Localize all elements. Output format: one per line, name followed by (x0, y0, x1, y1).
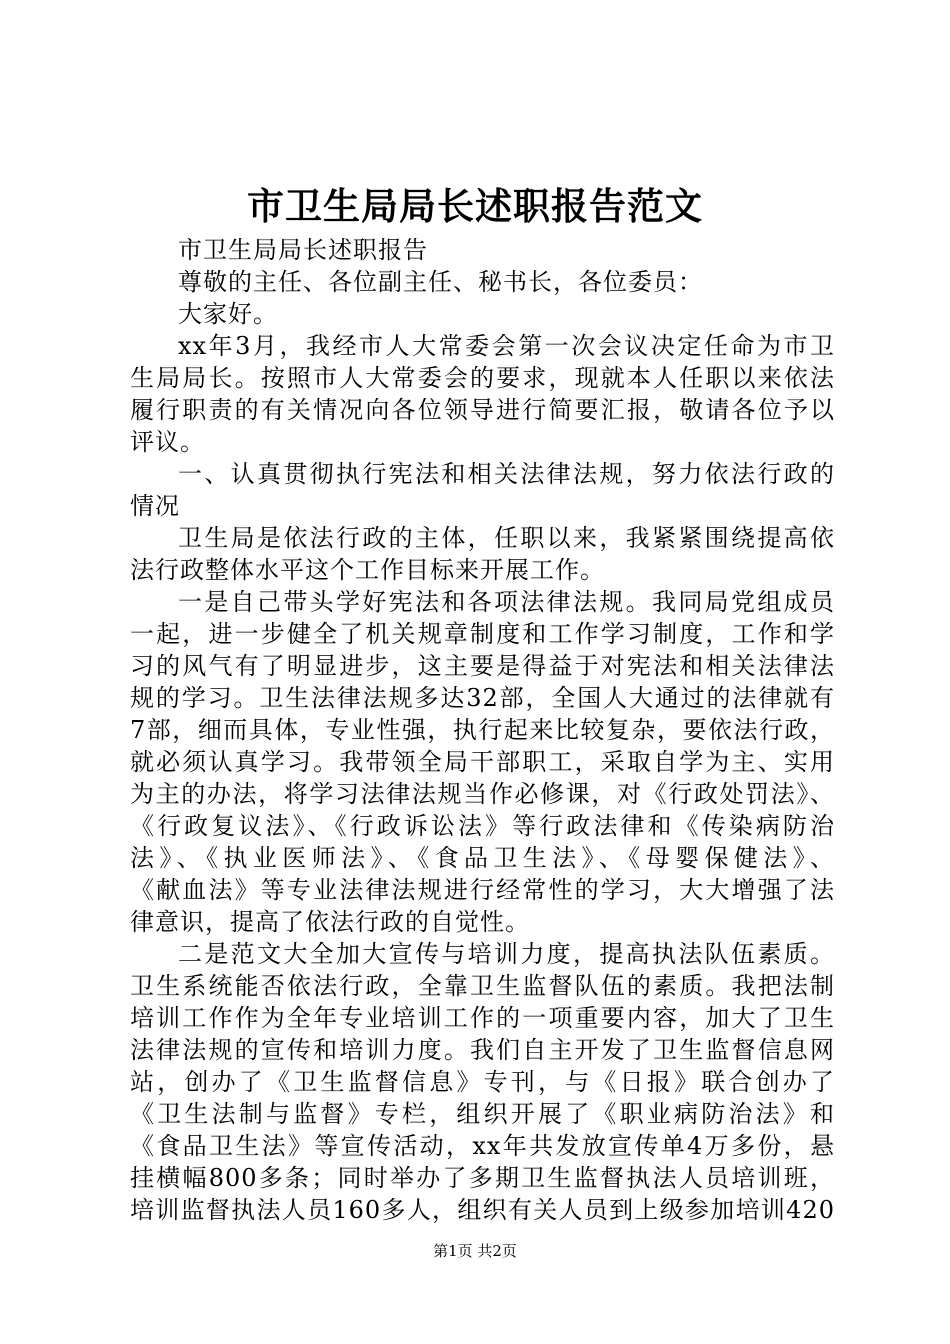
body-line: 评议。 (130, 428, 205, 456)
body-line: 为主的办法，将学习法律法规当作必修课，对《行政处罚法》、 (130, 780, 835, 808)
body-line: 法》、《执业医师法》、《食品卫生法》、《母婴保健法》、 (130, 844, 835, 872)
body-line: 法行政整体水平这个工作目标来开展工作。 (130, 556, 605, 584)
body-line: 二是范文大全加大宣传与培训力度，提高执法队伍素质。 (178, 940, 835, 968)
body-line: 卫生局是依法行政的主体，任职以来，我紧紧围绕提高依 (178, 524, 835, 552)
body-line: 《食品卫生法》等宣传活动，xx年共发放宣传单4万多份，悬 (130, 1132, 835, 1160)
page-footer: 第1页 共2页 (433, 1242, 517, 1260)
body-line: 卫生系统能否依法行政，全靠卫生监督队伍的素质。我把法制 (130, 972, 835, 1000)
body-line: 7部，细而具体，专业性强，执行起来比较复杂，要依法行政， (130, 716, 835, 744)
body-line: 尊敬的主任、各位副主任、秘书长，各位委员： (178, 268, 703, 296)
body-line: 《献血法》等专业法律法规进行经常性的学习，大大增强了法 (130, 876, 835, 904)
body-line: 一是自己带头学好宪法和各项法律法规。我同局党组成员 (178, 588, 835, 616)
body-line: 市卫生局局长述职报告 (178, 236, 428, 264)
body-line: 法律法规的宣传和培训力度。我们自主开发了卫生监督信息网 (130, 1036, 835, 1064)
body-line: 生局局长。按照市人大常委会的要求，现就本人任职以来依法 (130, 364, 835, 392)
body-line: 就必须认真学习。我带领全局干部职工，采取自学为主、实用 (130, 748, 835, 776)
body-line: 《卫生法制与监督》专栏，组织开展了《职业病防治法》和 (130, 1100, 835, 1128)
document-body (130, 234, 835, 1226)
body-line: 《行政复议法》、《行政诉讼法》等行政法律和《传染病防治 (130, 812, 835, 840)
body-line: xx年3月，我经市人大常委会第一次会议决定任命为市卫 (178, 332, 835, 360)
body-line: 一、认真贯彻执行宪法和相关法律法规，努力依法行政的 (178, 460, 835, 488)
body-line: 站，创办了《卫生监督信息》专刊，与《日报》联合创办了 (130, 1068, 835, 1096)
body-line: 履行职责的有关情况向各位领导进行简要汇报，敬请各位予以 (130, 396, 835, 424)
document-title: 市卫生局局长述职报告范文 (247, 185, 703, 228)
body-line: 规的学习。卫生法律法规多达32部，全国人大通过的法律就有 (130, 684, 835, 712)
body-line: 习的风气有了明显进步，这主要是得益于对宪法和相关法律法 (130, 652, 835, 680)
body-line: 一起，进一步健全了机关规章制度和工作学习制度，工作和学 (130, 620, 835, 648)
body-line: 培训工作作为全年专业培训工作的一项重要内容，加大了卫生 (130, 1004, 835, 1032)
body-line: 律意识，提高了依法行政的自觉性。 (130, 908, 530, 936)
body-line: 挂横幅800多条；同时举办了多期卫生监督执法人员培训班， (130, 1164, 835, 1192)
body-line: 大家好。 (178, 300, 278, 328)
body-line: 培训监督执法人员160多人，组织有关人员到上级参加培训420 (130, 1196, 835, 1224)
body-line: 情况 (130, 492, 180, 520)
